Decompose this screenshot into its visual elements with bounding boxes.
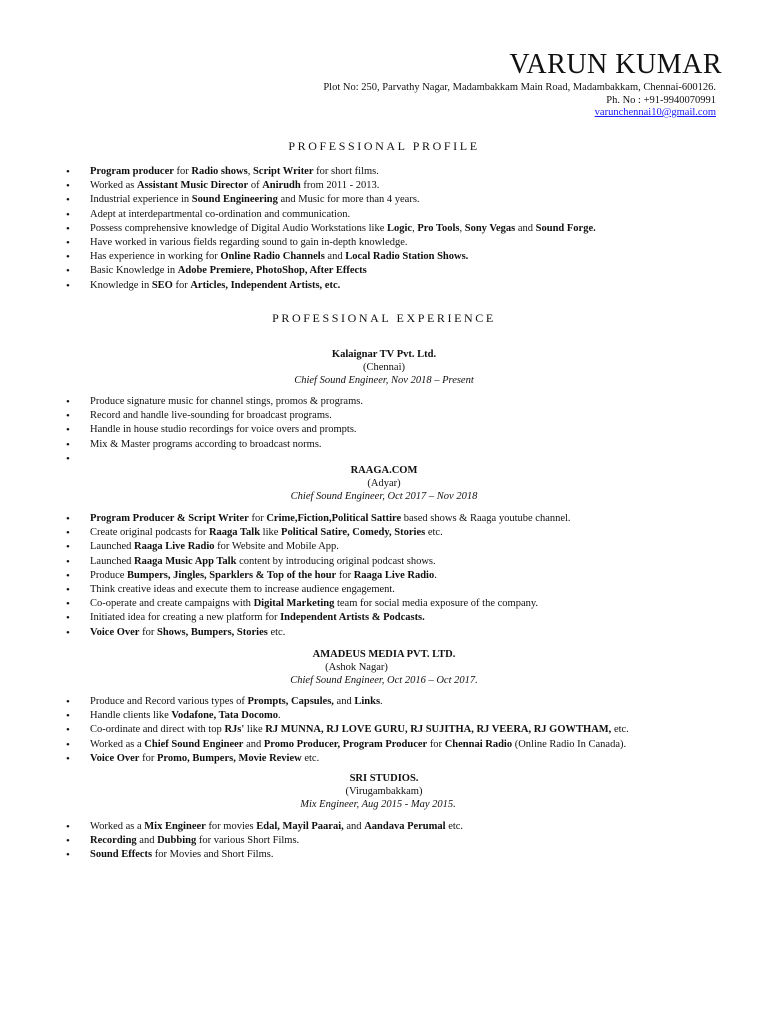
company-location: (Adyar)	[367, 478, 401, 489]
text: Handle in house studio recordings for voice overs and prompts.	[90, 424, 357, 436]
text: Create original podcasts for	[90, 527, 209, 539]
bold-text: Logic	[387, 222, 413, 234]
phone-number: Ph. No : +91-9940070991	[606, 95, 716, 106]
job-role: Chief Sound Engineer, Oct 2016 – Oct 2017.	[290, 675, 478, 686]
job-list-amadeus	[66, 695, 629, 766]
bold-text: Sound Forge.	[535, 222, 596, 234]
bold-text: Digital Marketing	[253, 598, 335, 610]
list-item	[66, 250, 596, 264]
text: Has experience in working for	[90, 251, 221, 263]
company-name: Kalaignar TV Pvt. Ltd.	[331, 349, 437, 360]
bold-text: Mix Engineer	[144, 821, 206, 832]
list-item	[66, 438, 363, 452]
bold-text: Adobe Premiere, PhotoShop, After Effects	[177, 265, 367, 277]
email-link[interactable]: varunchennai10@gmail.com	[594, 107, 716, 118]
job-header-raaga	[0, 464, 768, 503]
list-item	[66, 752, 629, 766]
job-role: Chief Sound Engineer, Oct 2017 – Nov 2018	[290, 491, 478, 502]
list-item	[66, 820, 463, 834]
text: and	[324, 251, 346, 263]
text: .	[434, 569, 437, 581]
text: etc.	[301, 752, 320, 764]
company-location: (Chennai)	[363, 362, 405, 373]
bold-text: Shows, Bumpers, Stories	[156, 626, 268, 638]
list-item	[66, 179, 596, 193]
text: Record and handle live-sounding for broadcast programs.	[90, 410, 332, 422]
text: for	[139, 626, 157, 638]
text: and	[333, 696, 355, 707]
bold-text: Script Writer	[252, 166, 314, 177]
text: ,	[459, 222, 465, 234]
candidate-name: VARUN KUMAR	[509, 49, 722, 80]
bold-text: Online Radio Channels	[220, 251, 325, 263]
bold-text: SEO	[151, 279, 173, 291]
text: for short films.	[313, 166, 379, 177]
text: and	[136, 835, 158, 847]
text: Worked as a	[90, 821, 145, 832]
company-name: SRI STUDIOS.	[349, 773, 419, 784]
text: of	[248, 180, 263, 192]
bold-text: Articles, Independent Artists, etc.	[190, 279, 341, 291]
text: Think creative ideas and execute them to increase audience engagement.	[90, 583, 395, 595]
bold-text: Edal, Mayil Paarai,	[256, 821, 344, 832]
professional-experience-heading: PROFESSIONAL EXPERIENCE	[272, 311, 496, 325]
text: Co-ordinate and direct with top	[90, 724, 225, 736]
professional-profile-heading: PROFESSIONAL PROFILE	[288, 139, 480, 153]
job-header-sri-studios	[0, 772, 768, 811]
text: for	[139, 752, 157, 764]
bold-text: Chief Sound Engineer	[144, 738, 244, 750]
company-name: RAAGA.COM	[350, 465, 418, 476]
list-item	[66, 526, 571, 540]
text: ,	[412, 222, 418, 234]
bold-text: Voice Over	[90, 752, 140, 764]
bold-text: Recording	[90, 835, 137, 847]
list-item	[66, 279, 596, 293]
job-list-kalaignar	[66, 395, 363, 466]
bold-text: Raaga Music App Talk	[134, 555, 237, 567]
list-item	[66, 409, 363, 423]
list-item	[66, 709, 629, 723]
list-item	[66, 723, 629, 737]
job-header-amadeus	[0, 648, 768, 687]
text: Initiated idea for creating a new platform for	[90, 612, 281, 624]
list-item	[66, 512, 571, 526]
list-item	[66, 597, 571, 611]
bold-text: Links	[354, 696, 381, 707]
bold-text: Sony Vegas	[464, 222, 516, 234]
list-item	[66, 611, 571, 625]
text: Have worked in various fields regarding sound to gain in-depth knowledge.	[90, 236, 408, 248]
text: for	[172, 279, 191, 291]
list-item	[66, 626, 571, 640]
text: team for social media exposure of the company.	[334, 598, 539, 610]
company-name: AMADEUS MEDIA PVT. LTD.	[312, 649, 456, 660]
job-role: Chief Sound Engineer, Nov 2018 – Present	[294, 375, 474, 386]
text: Possess comprehensive knowledge of Digital Audio Workstations like	[90, 222, 388, 234]
list-item	[66, 165, 596, 179]
list-item	[66, 222, 596, 236]
profile-list	[66, 165, 596, 293]
list-item	[66, 569, 571, 583]
bold-text: Program producer	[90, 166, 174, 177]
list-item	[66, 208, 596, 222]
bold-text: Pro Tools	[417, 222, 460, 234]
bold-text: Radio shows	[191, 166, 248, 177]
text: etc.	[425, 527, 443, 539]
bold-text: Voice Over	[90, 626, 140, 638]
list-item	[66, 395, 363, 409]
text: for various Short Films.	[196, 835, 300, 847]
list-item	[66, 848, 463, 862]
text: Worked as a	[90, 738, 145, 750]
bold-text: Vodafone, Tata Docomo	[171, 710, 279, 722]
text: (Online Radio In Canada).	[512, 738, 627, 750]
text: etc.	[267, 626, 286, 638]
bold-text: Crime,Fiction,Political Sattire	[266, 513, 402, 524]
bold-text: Sound Effects	[90, 849, 153, 861]
bold-text: Aandava Perumal	[364, 821, 446, 832]
list-item	[66, 695, 629, 709]
text: like	[244, 724, 266, 736]
text: Produce	[90, 569, 128, 581]
text: Worked as	[90, 180, 137, 192]
job-list-raaga	[66, 512, 571, 640]
text: ,	[247, 166, 253, 177]
job-list-sri-studios	[66, 820, 463, 863]
list-item	[66, 423, 363, 437]
list-item	[66, 264, 596, 278]
job-role: Mix Engineer, Aug 2015 - May 2015.	[300, 799, 456, 810]
text: content by introducing original podcast shows.	[236, 555, 436, 567]
text: Launched	[90, 555, 135, 567]
text: Basic Knowledge in	[90, 265, 178, 277]
list-item	[66, 555, 571, 569]
company-location: (Virugambakkam)	[345, 786, 423, 797]
text: Industrial experience in	[90, 194, 192, 206]
text: .	[278, 710, 281, 722]
text: and	[243, 738, 264, 750]
bold-text: Program Producer & Script Writer	[90, 513, 249, 524]
text: Produce signature music for channel stings, promos & programs.	[90, 396, 363, 407]
text: Knowledge in	[90, 279, 152, 291]
bold-text: RJs'	[224, 724, 245, 736]
text: and	[343, 821, 365, 832]
bold-text: Assistant Music Director	[136, 180, 249, 192]
text: for	[248, 513, 267, 524]
bold-text: Promo, Bumpers, Movie Review	[156, 752, 302, 764]
job-header-kalaignar	[0, 348, 768, 387]
list-item	[66, 583, 571, 597]
bold-text: Sound Engineering	[191, 194, 278, 206]
bold-text: Anirudh	[262, 180, 301, 192]
bold-text: Raaga Live Radio	[134, 541, 215, 553]
text: and	[515, 222, 536, 234]
list-item	[66, 193, 596, 207]
bold-text: Political Satire, Comedy, Stories	[281, 527, 426, 539]
text: for Movies and Short Films.	[152, 849, 274, 861]
bold-text: Raaga Live Radio	[353, 569, 435, 581]
text: from 2011 - 2013.	[300, 180, 380, 192]
text: like	[260, 527, 282, 539]
text: Handle clients like	[90, 710, 172, 722]
list-item	[66, 738, 629, 752]
list-item	[66, 834, 463, 848]
bold-text: Bumpers, Jingles, Sparklers & Top of the hour	[127, 569, 337, 581]
text: and Music for more than 4 years.	[277, 194, 420, 206]
text: Produce and Record various types of	[90, 696, 248, 707]
text: Co-operate and create campaigns with	[90, 598, 254, 610]
company-location: (Ashok Nagar)	[325, 662, 388, 673]
text: for movies	[205, 821, 257, 832]
list-item	[66, 540, 571, 554]
bold-text: Chennai Radio	[444, 738, 513, 750]
text: for	[336, 569, 354, 581]
text: Launched	[90, 541, 135, 553]
bold-text: Promo Producer, Program Producer	[263, 738, 428, 750]
text: Adept at interdepartmental co-ordination and communication.	[90, 208, 351, 220]
bold-text: RJ MUNNA, RJ LOVE GURU, RJ SUJITHA, RJ VEERA, RJ GOWTHAM,	[265, 724, 612, 736]
text: Mix & Master programs according to broadcast norms.	[90, 438, 322, 450]
text: etc.	[611, 724, 629, 736]
bold-text: Dubbing	[157, 835, 197, 847]
list-item	[66, 236, 596, 250]
text: for Website and Mobile App.	[214, 541, 339, 553]
text: for	[427, 738, 445, 750]
bold-text: Local Radio Station Shows.	[345, 251, 469, 263]
bold-text: Prompts, Capsules,	[247, 696, 334, 707]
text: for	[173, 166, 192, 177]
text: .	[380, 696, 383, 707]
text: etc.	[445, 821, 464, 832]
bold-text: Independent Artists & Podcasts.	[280, 612, 425, 624]
text: based shows & Raaga youtube channel.	[401, 513, 571, 524]
bold-text: Raaga Talk	[208, 527, 261, 539]
address: Plot No: 250, Parvathy Nagar, Madambakkam Main Road, Madambakkam, Chennai-600126.	[323, 82, 716, 93]
